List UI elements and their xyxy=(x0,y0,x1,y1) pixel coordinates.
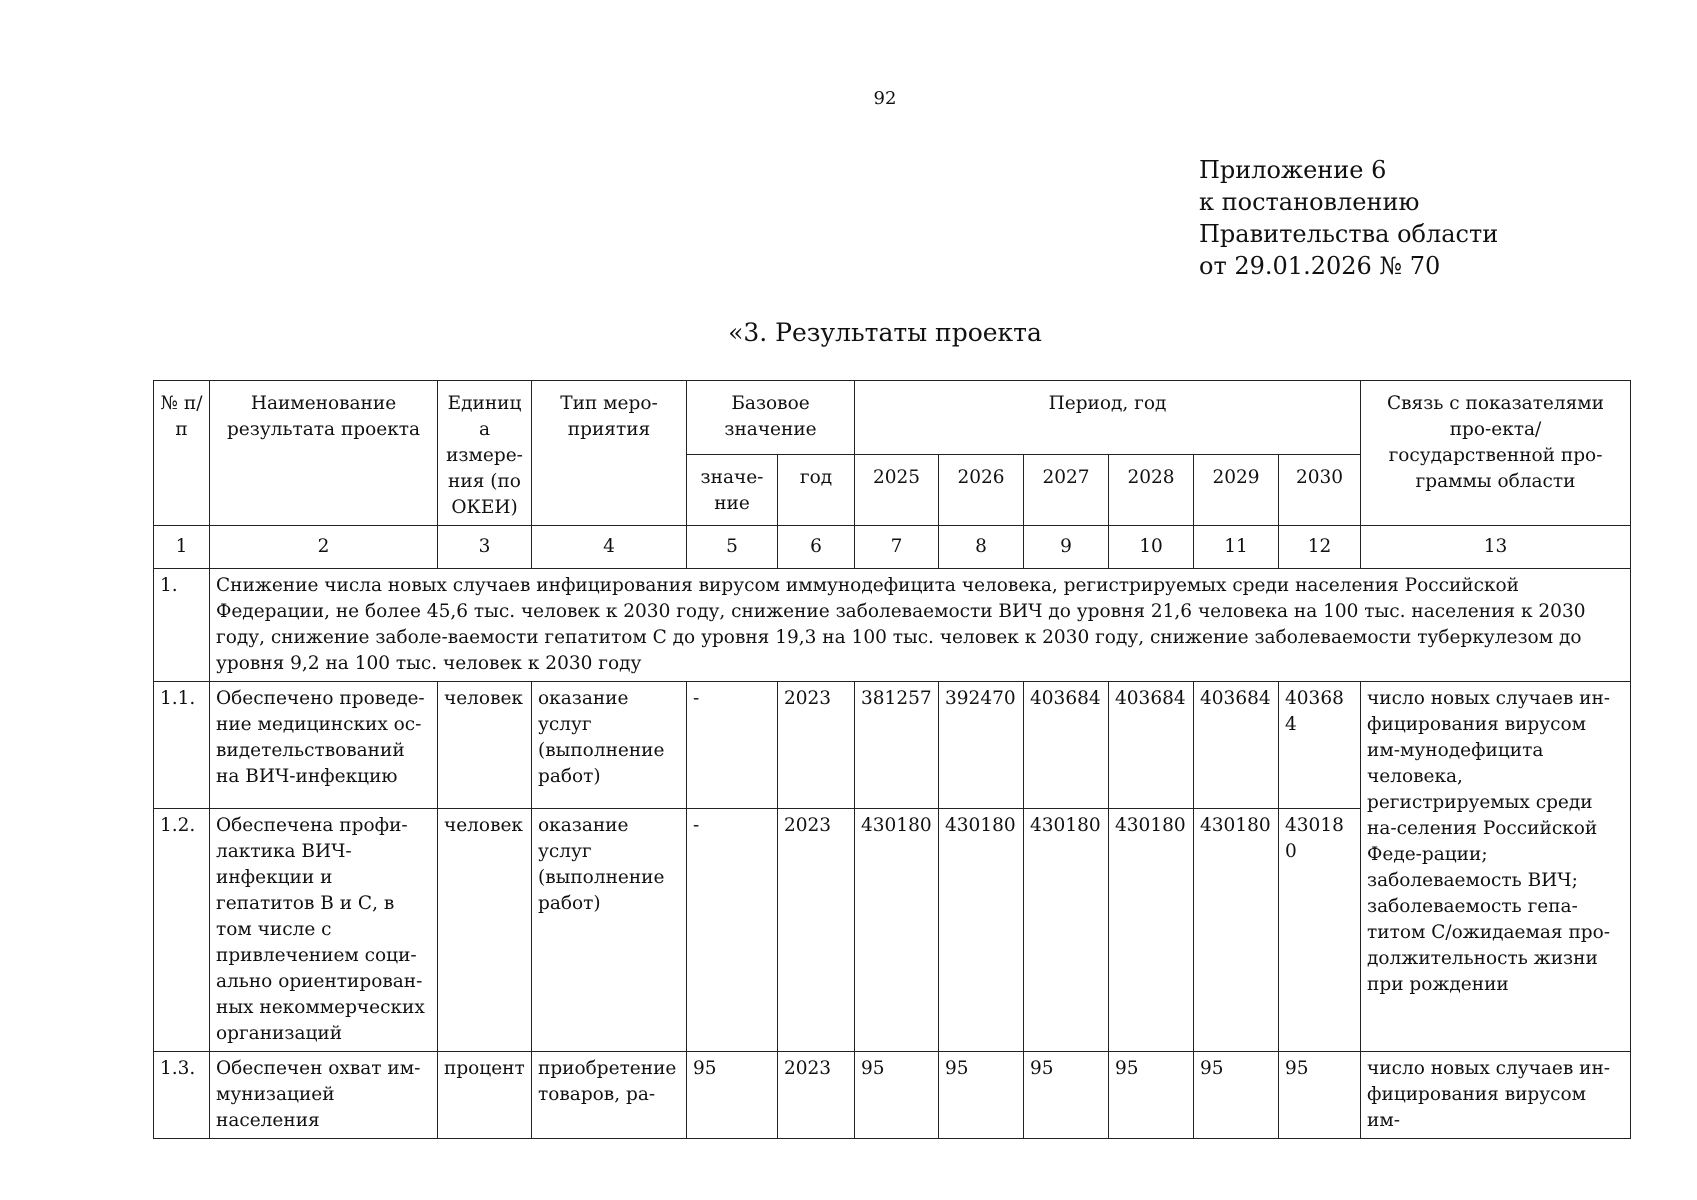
row-base-year: 2023 xyxy=(778,682,855,809)
row-unit: процент xyxy=(438,1052,532,1139)
header-year: 2025 xyxy=(855,454,939,526)
appendix-line: к постановлению xyxy=(1199,188,1420,216)
row-unit: человек xyxy=(438,809,532,1052)
column-number: 8 xyxy=(939,526,1024,569)
row-year-value: 95 xyxy=(1024,1052,1109,1139)
column-number: 10 xyxy=(1109,526,1194,569)
row-num: 1.2. xyxy=(154,809,210,1052)
header-year: 2026 xyxy=(939,454,1024,526)
row-num: 1.1. xyxy=(154,682,210,809)
row-year-value: 95 xyxy=(1109,1052,1194,1139)
row-base-value: - xyxy=(687,809,778,1052)
row-year-value: 95 xyxy=(1279,1052,1361,1139)
row-year-value: 430180 xyxy=(1024,809,1109,1052)
header-base: Базовое значение xyxy=(687,381,855,455)
appendix-caption xyxy=(1199,154,1498,282)
column-number-row xyxy=(154,526,1631,569)
header-base-year: год xyxy=(778,454,855,526)
column-number: 7 xyxy=(855,526,939,569)
row-name: Обеспечен охват им-мунизацией населения xyxy=(210,1052,438,1139)
header-year: 2028 xyxy=(1109,454,1194,526)
row-base-year: 2023 xyxy=(778,809,855,1052)
page-number: 92 xyxy=(873,88,897,109)
row-type: оказание услуг (выполнение работ) xyxy=(532,809,687,1052)
column-number: 1 xyxy=(154,526,210,569)
row-base-value: - xyxy=(687,682,778,809)
row-year-value: 95 xyxy=(1194,1052,1279,1139)
row-year-value: 403684 xyxy=(1194,682,1279,809)
row-base-year: 2023 xyxy=(778,1052,855,1139)
row-year-value: 403684 xyxy=(1024,682,1109,809)
header-base-value: значе-ние xyxy=(687,454,778,526)
section-text: Снижение числа новых случаев инфицирования вирусом иммунодефицита человека, регистрируемых среди населения Российской Федерации, не более 45,6 тыс. человек к 2030 году, снижение заболеваемости ВИЧ до уровня 21,6 человека на 100 тыс. населения к 2030 году, снижение заболе-ваемости гепатитом С до уровня 19,3 на 100 тыс. человек к 2030 году, снижение заболеваемости туберкулезом до уровня 9,2 на 100 тыс. человек к 2030 году xyxy=(210,569,1631,682)
header-period: Период, год xyxy=(855,381,1361,455)
header-unit: Единица измере-ния (по ОКЕИ) xyxy=(438,381,532,526)
row-year-value: 392470 xyxy=(939,682,1024,809)
header-num: № п/п xyxy=(154,381,210,526)
appendix-line: Правительства области xyxy=(1199,220,1499,248)
header-row xyxy=(154,381,1631,455)
section-row xyxy=(154,569,1631,682)
column-number: 13 xyxy=(1361,526,1631,569)
row-type: приобретение товаров, ра- xyxy=(532,1052,687,1139)
header-year: 2030 xyxy=(1279,454,1361,526)
row-year-value: 403684 xyxy=(1109,682,1194,809)
row-year-value: 95 xyxy=(939,1052,1024,1139)
column-number: 12 xyxy=(1279,526,1361,569)
column-number: 11 xyxy=(1194,526,1279,569)
row-link: число новых случаев ин-фицирования вирусом им- xyxy=(1361,1052,1631,1139)
row-unit: человек xyxy=(438,682,532,809)
header-name: Наименование результата проекта xyxy=(210,381,438,526)
column-number: 2 xyxy=(210,526,438,569)
row-type: оказание услуг (выполнение работ) xyxy=(532,682,687,809)
column-number: 3 xyxy=(438,526,532,569)
results-table xyxy=(153,380,1631,1139)
header-year: 2029 xyxy=(1194,454,1279,526)
column-number: 4 xyxy=(532,526,687,569)
row-year-value: 430180 xyxy=(855,809,939,1052)
document-title: «3. Результаты проекта xyxy=(728,318,1042,347)
column-number: 5 xyxy=(687,526,778,569)
appendix-line: Приложение 6 xyxy=(1199,156,1387,184)
column-number: 6 xyxy=(778,526,855,569)
column-number: 9 xyxy=(1024,526,1109,569)
table-row xyxy=(154,682,1631,809)
row-name: Обеспечено проведе-ние медицинских ос-видетельствований на ВИЧ-инфекцию xyxy=(210,682,438,809)
row-year-value: 430180 xyxy=(1109,809,1194,1052)
header-year: 2027 xyxy=(1024,454,1109,526)
row-num: 1.3. xyxy=(154,1052,210,1139)
row-year-value: 381257 xyxy=(855,682,939,809)
row-year-value: 430180 xyxy=(1194,809,1279,1052)
row-link-merged: число новых случаев ин-фицирования вирусом им-мунодефицита человека, регистрируемых среди на-селения Российской Феде-рации; заболеваемость ВИЧ; заболеваемость гепа-титом С/ожидаемая про-должительность жизни при рождении xyxy=(1361,682,1631,1052)
row-base-value: 95 xyxy=(687,1052,778,1139)
row-year-value: 95 xyxy=(855,1052,939,1139)
row-year-value: 403684 xyxy=(1279,682,1361,809)
table-row xyxy=(154,1052,1631,1139)
header-link: Связь с показателями про-екта/государственной про-граммы области xyxy=(1361,381,1631,526)
row-year-value: 430180 xyxy=(939,809,1024,1052)
row-year-value: 430180 xyxy=(1279,809,1361,1052)
section-num: 1. xyxy=(154,569,210,682)
row-name: Обеспечена профи-лактика ВИЧ-инфекции и гепатитов В и С, в том числе с привлечением соци-ально ориентирован-ных некоммерческих организаций xyxy=(210,809,438,1052)
appendix-line: от 29.01.2026 № 70 xyxy=(1199,252,1441,280)
header-type: Тип меро-приятия xyxy=(532,381,687,526)
